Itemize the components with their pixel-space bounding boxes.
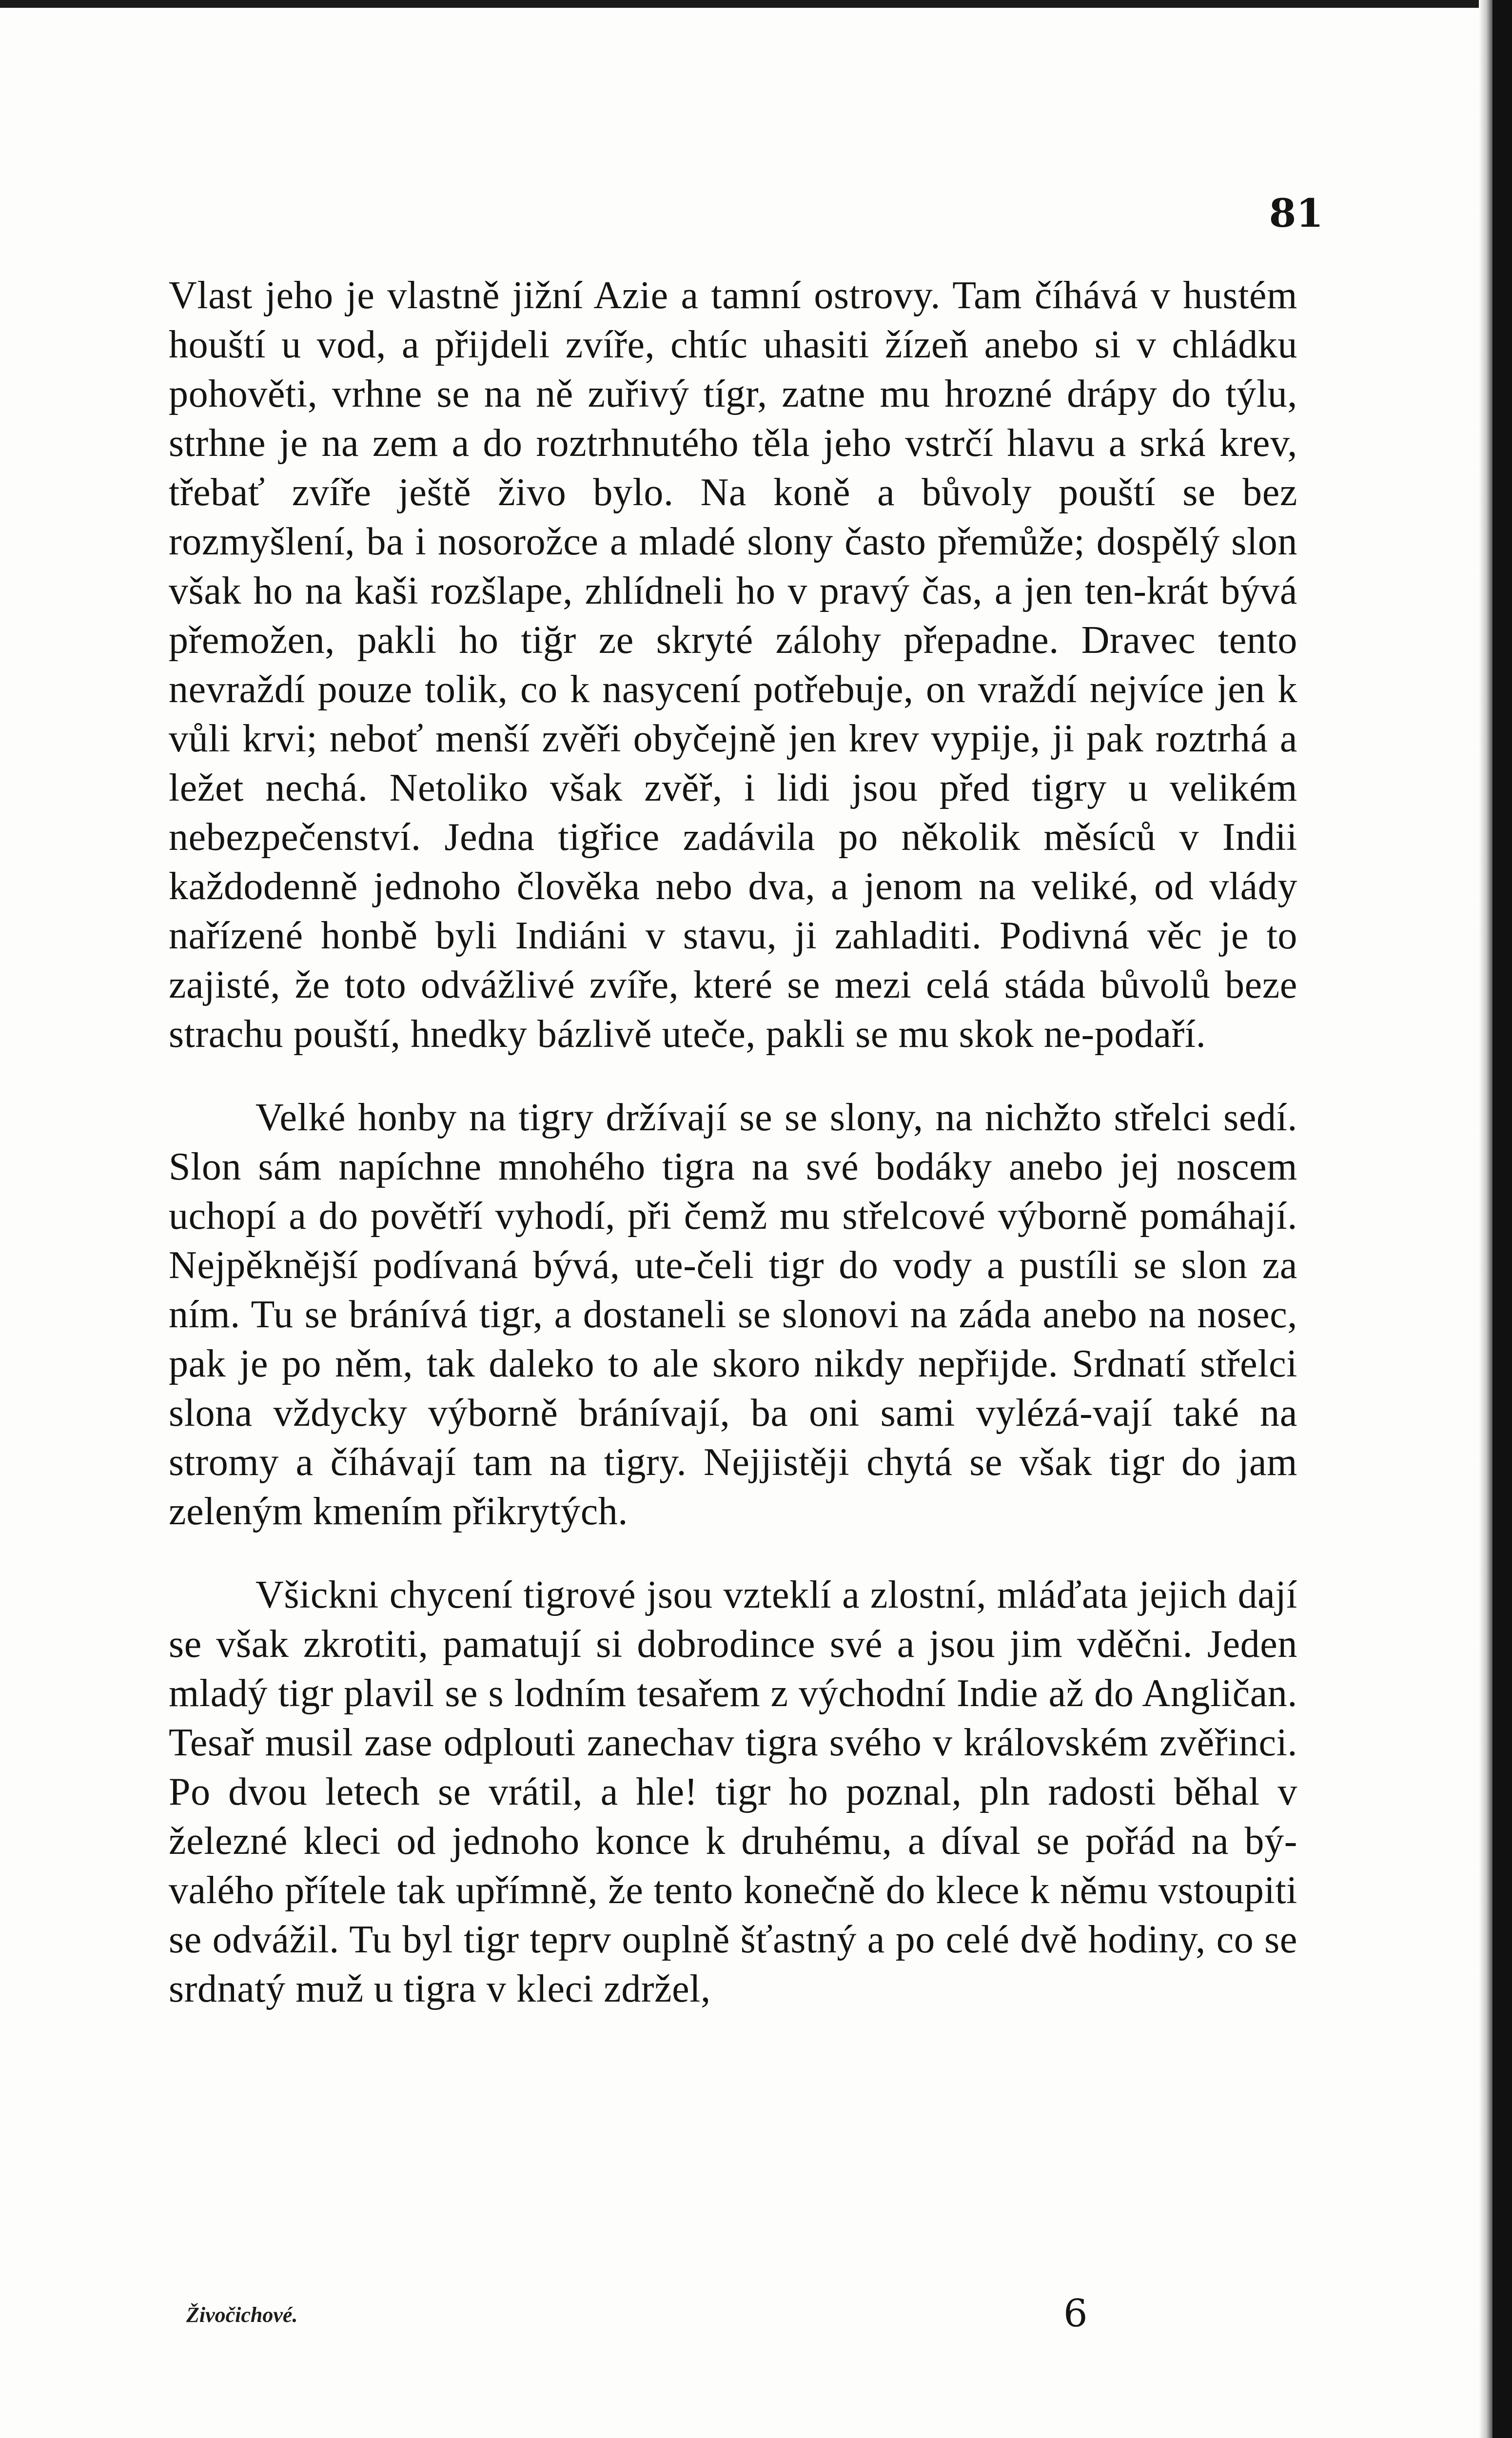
scan-right-edge [1492,0,1512,2438]
signature-mark: Živočichové. [186,2303,298,2327]
paragraph-1: Vlast jeho je vlastně jižní Azie a tamní ostrovy. Tam číhává v hustém houští u vod, a přijdeli zvíře, chtíc uhasiti žízeň anebo si v chládku pohověti, vrhne se na ně zuřivý tígr, zatne mu hrozné drápy do týlu, strhne je na zem a do roztrhnutého těla jeho vstrčí hlavu a srká krev, třebať zvíře ještě živo bylo. Na koně a bůvoly pouští se bez rozmyšlení, ba i nosorožce a mladé slony často přemůže; dospělý slon však ho na kaši rozšlape, zhlídneli ho v pravý čas, a jen ten-krát bývá přemožen, pakli ho tiğr ze skryté zálohy přepadne. Dravec tento nevraždí pouze tolik, co k nasycení potřebuje, on vraždí nejvíce jen k vůli krvi; neboť menší zvěři obyčejně jen krev vypije, ji pak roztrhá a ležet nechá. Netoliko však zvěř, i lidi jsou před tigry u velikém nebezpečenství. Jedna tigřice zadávila po několik měsíců v Indii každodenně jednoho člověka nebo dva, a jenom na veliké, od vlády nařízené honbě byli Indiáni v stavu, ji zahladiti. Podivná věc je to zajisté, že toto odvážlivé zvíře, které se mezi celá stáda bůvolů beze strachu pouští, hnedky bázlivě uteče, pakli se mu skok ne-podaří. [169,274,1297,1056]
paragraph-3: Všickni chycení tigrové jsou vzteklí a zlostní, mláďata jejich dají se však zkrotiti, pamatují si dobrodince své a jsou jim vděčni. Jeden mladý tigr plavil se s lodním tesařem z východní Indie až do Angličan. Tesař musil zase odplouti zanechav tigra svého v královském zvěřinci. Po dvou letech se vrátil, a hle! tigr ho poznal, pln radosti běhal v železné kleci od jednoho konce k druhému, a díval se pořád na bý-valého přítele tak upřímně, že tento konečně do klece k němu vstoupiti se odvážil. Tu byl tigr teprv ouplně šťastný a po celé dvě hodiny, co se srdnatý muž u tigra v kleci zdržel, [169,1573,1297,2010]
body-text [169,271,1297,2014]
page-number: 81 [1269,190,1323,236]
page-footer [186,2292,1161,2340]
sheet-number: 6 [1063,2292,1088,2336]
page-edge-shadow [1479,0,1492,2438]
scan-top-edge [0,0,1512,8]
paragraph-2: Velké honby na tigry držívají se se slony, na nichžto střelci sedí. Slon sám napíchne mnohého tigra na své bodáky anebo jej noscem uchopí a do povětří vyhodí, při čemž mu střelcové výborně pomáhají. Nejpěknější podívaná bývá, ute-čeli tigr do vody a pustíli se slon za ním. Tu se bránívá tigr, a dostaneli se slonovi na záda anebo na nosec, pak je po něm, tak daleko to ale skoro nikdy nepřijde. Srdnatí střelci slona vždycky výborně bránívají, ba oni sami vylézá-vají také na stromy a číhávají tam na tigry. Nejjistěji chytá se však tigr do jam zeleným kmením přikrytých. [169,1096,1297,1533]
